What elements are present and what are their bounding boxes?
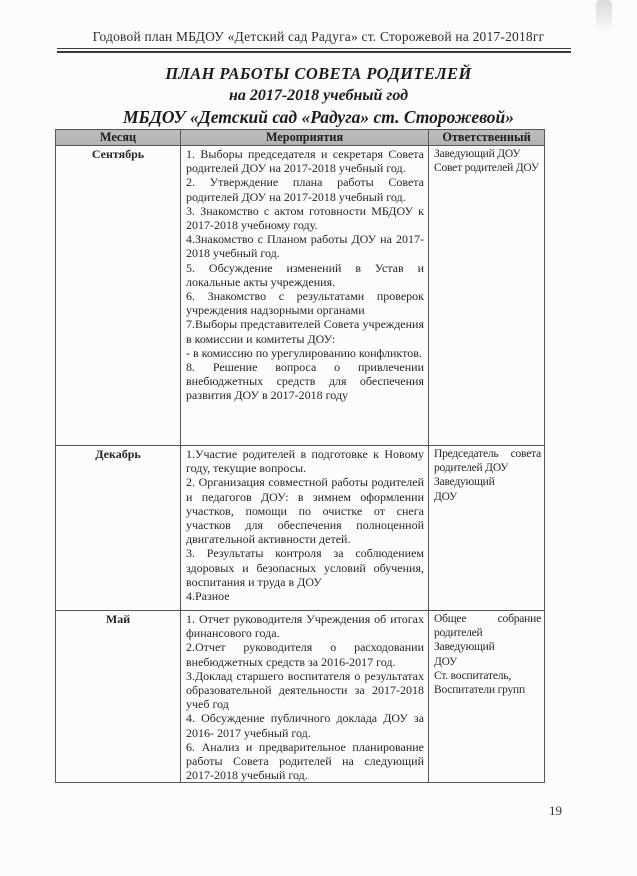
title-block	[0, 64, 637, 128]
page-subtitle-year: на 2017-2018 учебный год	[228, 87, 409, 104]
responsible-item: Воспитатели групп	[434, 684, 525, 697]
activity-item: 7.Выборы представителей Совета учреждения в комиссии и комитеты ДОУ:	[186, 317, 424, 346]
month-cell: Май	[56, 611, 181, 783]
page-subtitle-organization: МБДОУ «Детский сад «Радуга» ст. Сторожевой»	[122, 107, 515, 127]
responsible-item: Общее собрание родителей	[434, 613, 541, 640]
activity-item: 6. Знакомство с результатами проверок учреждения надзорными органами	[186, 289, 424, 318]
activities-cell	[181, 146, 429, 446]
activity-item: 4.Знакомство с Планом работы ДОУ на 2017-2018 учебный год.	[186, 232, 424, 261]
responsible-item: Заведующий ДОУ	[434, 148, 521, 160]
activity-item: 1. Отчет руководителя Учреждения об итогах финансового года.	[186, 612, 424, 641]
page-number: 19	[549, 803, 562, 818]
month-cell: Декабрь	[56, 446, 181, 611]
activity-item: 5. Обсуждение изменений в Устав и локальные акты учреждения.	[186, 260, 424, 289]
month-cell: Сентябрь	[56, 146, 181, 446]
responsible-cell	[429, 146, 545, 446]
activity-item: 3. Знакомство с актом готовности МБДОУ к 2017-2018 учебному году.	[186, 203, 424, 233]
plan-table-body	[56, 146, 545, 783]
activity-item: 2. Утверждение плана работы Совета родителей ДОУ на 2017-2018 учебный год.	[186, 175, 424, 204]
activity-item: 6. Анализ и предварительное планирование работы Совета родителей на следующий 2017-2018 учебный год.	[186, 739, 424, 783]
column-header-month: Месяц	[56, 130, 181, 146]
activities-cell	[181, 446, 429, 611]
plan-table	[55, 129, 545, 783]
responsible-item: Заведующий	[434, 641, 495, 654]
header-rule-divider	[57, 48, 571, 53]
responsible-cell	[429, 611, 545, 783]
activity-item: 8. Решение вопроса о привлечении внебюджетных средств для обеспечения развития ДОУ в 2017-2018 году	[186, 360, 424, 403]
responsible-item: Председатель совета родителей ДОУ	[434, 448, 541, 475]
responsible-item: Заведующий	[434, 476, 495, 489]
column-header-responsible: Ответственный	[429, 130, 545, 146]
table-row	[56, 611, 545, 783]
running-header: Годовой план МБДОУ «Детский сад Радуга» ст. Сторожевой на 2017-2018гг	[92, 29, 545, 44]
activity-item: 4. Обсуждение публичного доклада ДОУ за 2016- 2017 учебный год.	[186, 711, 424, 740]
responsible-item: ДОУ	[434, 655, 458, 668]
activity-item: 3.Доклад старшего воспитателя о результатах образовательной деятельности за 2017-2018 учеб год	[186, 668, 424, 712]
activity-item: - в комиссию по урегулированию конфликтов.	[186, 345, 422, 360]
table-row	[56, 446, 545, 611]
activity-item: 2. Организация совместной работы родителей и педагогов ДОУ: в зимнем оформлении участков, помощи по очистке от снега участков для обеспечения полноценной двигательной активности детей.	[186, 475, 424, 547]
responsible-item: ДОУ	[434, 490, 458, 503]
responsible-item: Ст. воспитатель,	[434, 669, 511, 682]
table-header-row	[56, 130, 545, 146]
column-header-activities: Мероприятия	[181, 130, 429, 146]
activity-item: 1. Выборы председателя и секретаря Совета родителей ДОУ на 2017-2018 учебный год.	[186, 147, 424, 176]
activity-item: 3. Результаты контроля за соблюдением здоровых и безопасных условий обучения, воспитания и труда в ДОУ	[186, 546, 424, 589]
page-title: ПЛАН РАБОТЫ СОВЕТА РОДИТЕЛЕЙ	[165, 64, 472, 83]
table-row	[56, 146, 545, 446]
activities-cell	[181, 611, 429, 783]
responsible-cell	[429, 446, 545, 611]
responsible-item: Совет родителей ДОУ	[434, 162, 539, 175]
activity-item: 2.Отчет руководителя о расходовании внебюджетных средств за 2016-2017 год.	[186, 640, 424, 669]
activity-item: 1.Участие родителей в подготовке к Новому году, текущие вопросы.	[186, 447, 424, 476]
activity-item: 4.Разное	[186, 589, 230, 604]
